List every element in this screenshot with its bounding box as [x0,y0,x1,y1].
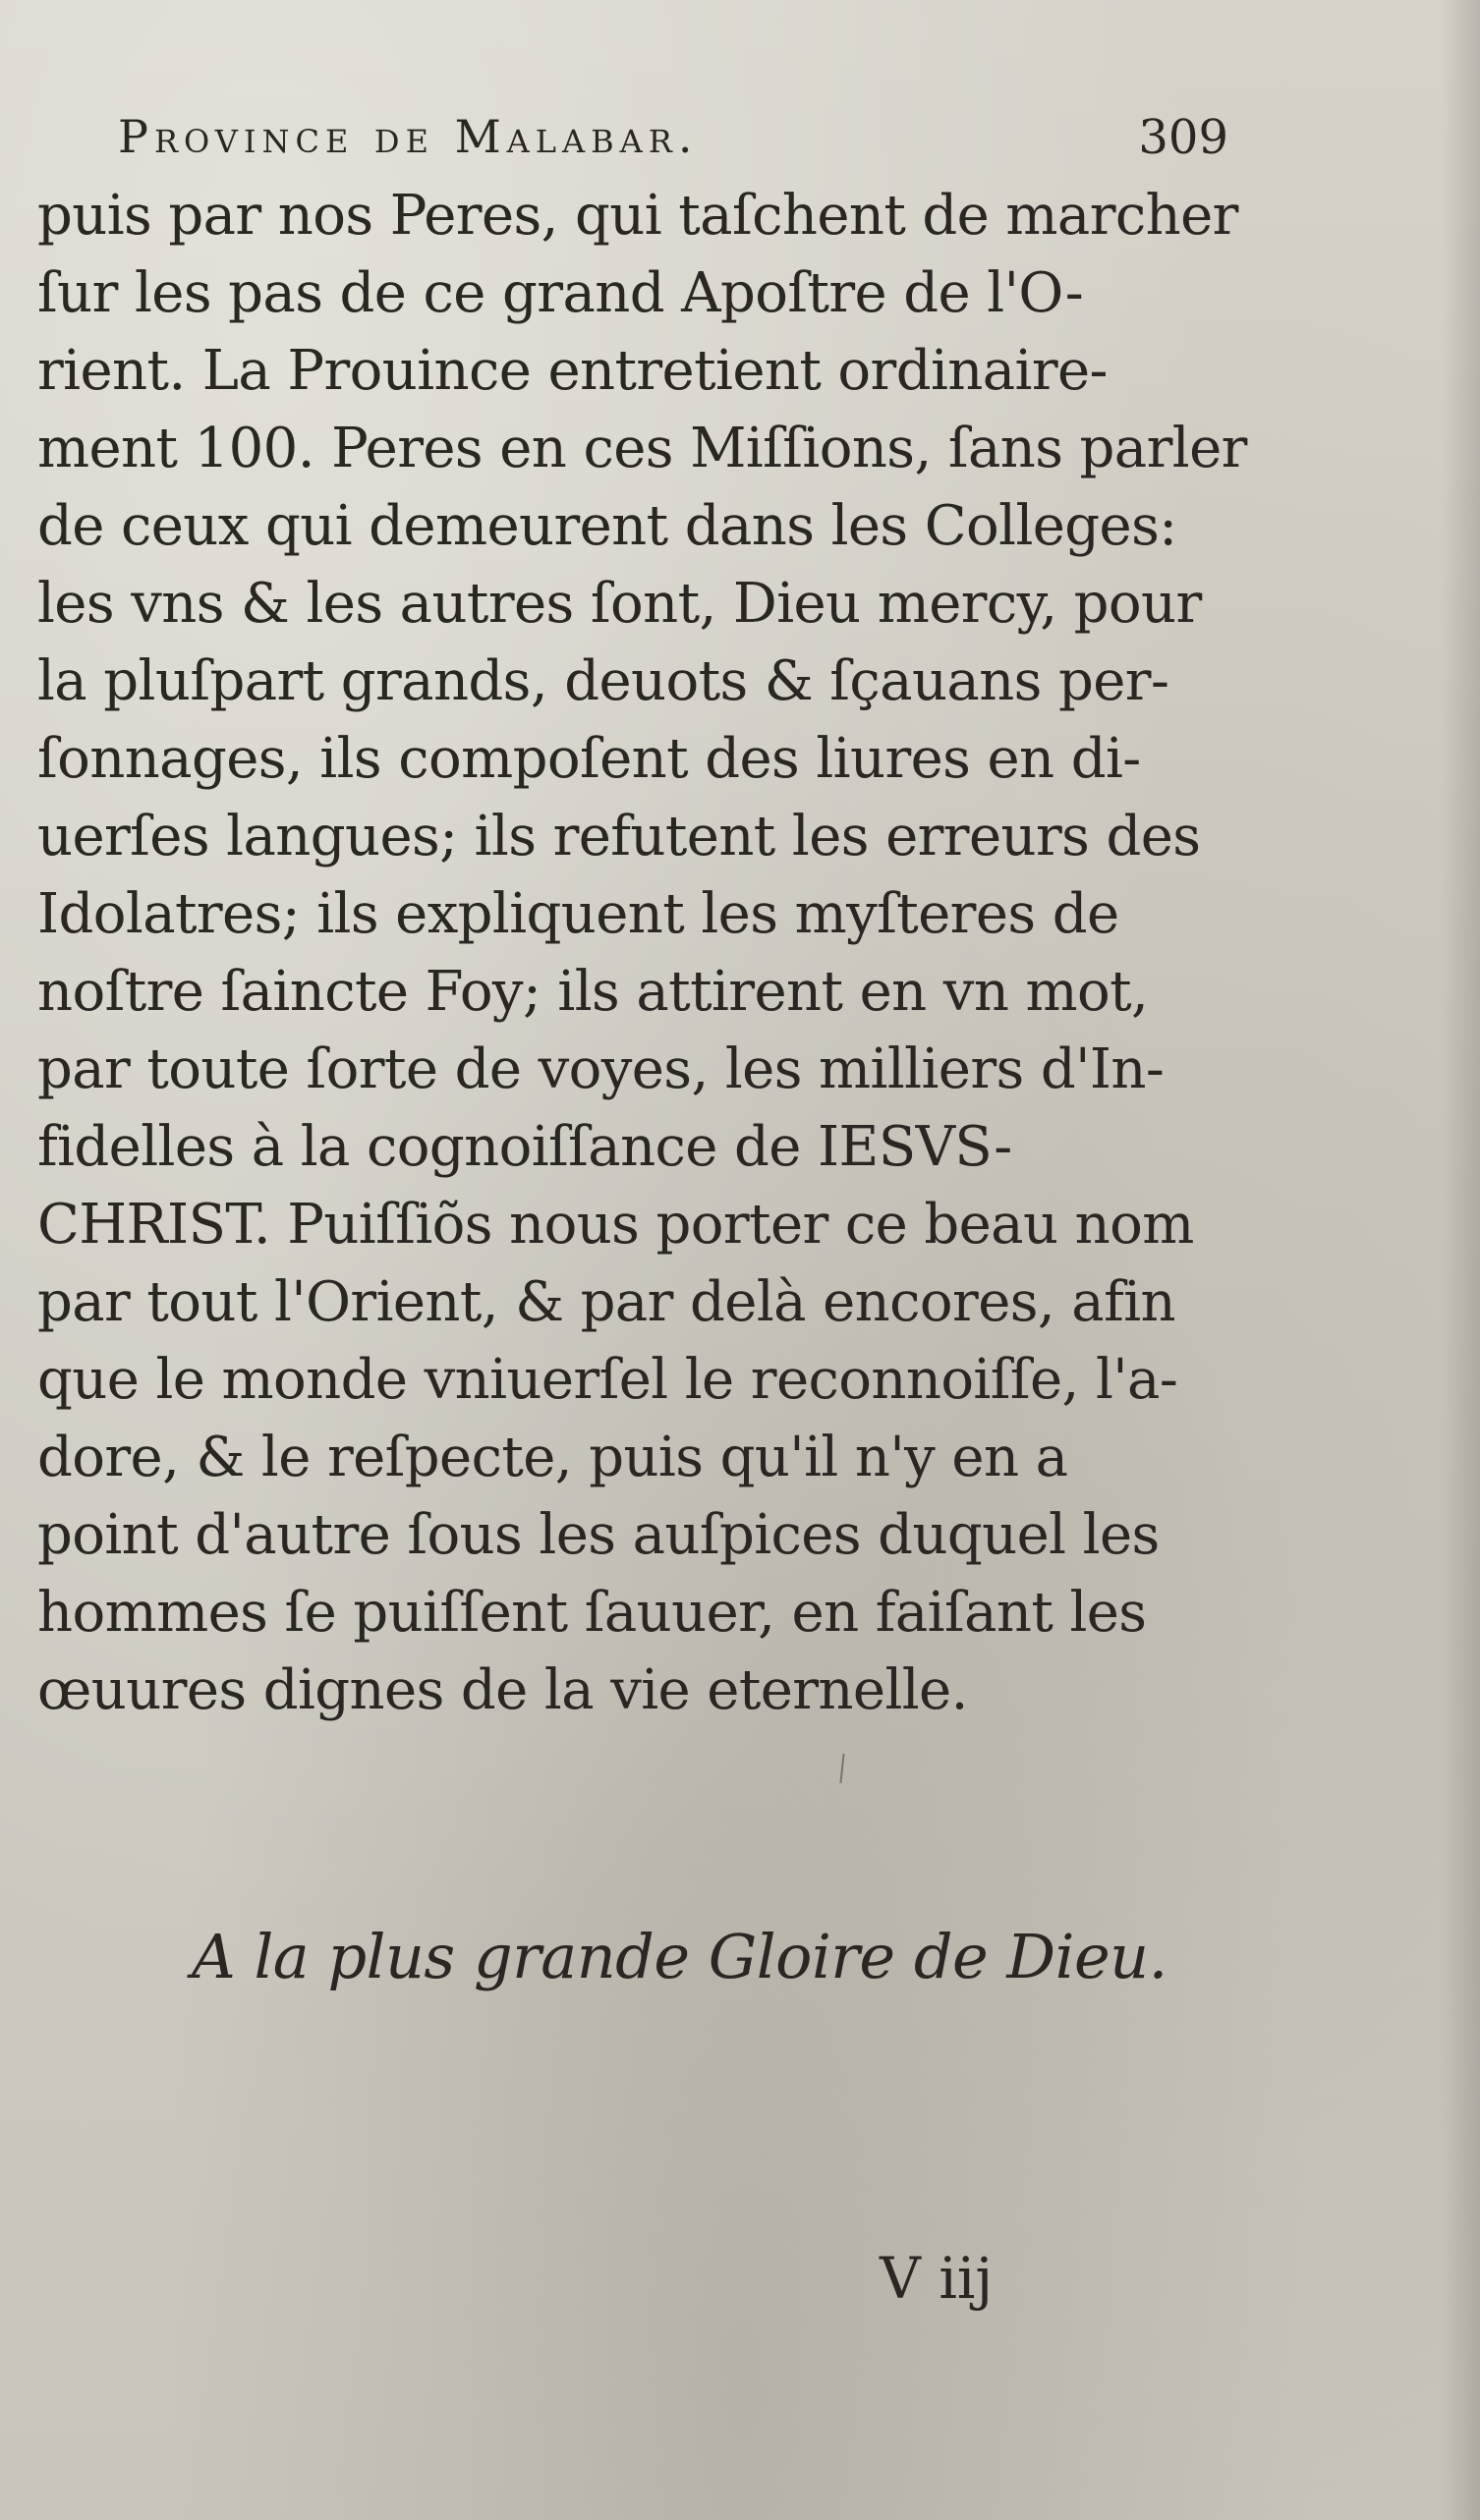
text-line: noſtre ſaincte Foy; ils attirent en vn mot, [37,960,1149,1024]
signature-mark: V iij [880,2245,994,2312]
running-head: Province de Malabar. [118,110,699,163]
text-line: ſur les pas de ce grand Apoſtre de l'O- [37,261,1084,325]
text-line: uerſes langues; ils refutent les erreurs des [37,805,1201,868]
text-line: ſonnages, ils compoſent des liures en di- [37,727,1141,791]
text-line: rient. La Prouince entretient ordinaire- [37,339,1108,403]
colophon: A la plus grande Gloire de Dieu. [192,1921,1167,1992]
text-line: que le monde vniuerſel le reconnoiſſe, l'a- [37,1348,1178,1412]
page-number: 309 [1138,110,1228,165]
text-line: point d'autre ſous les auſpices duquel les [37,1503,1160,1567]
text-line: ment 100. Peres en ces Miſſions, ſans parler [37,417,1247,480]
page-header [118,110,1228,169]
text-line: Idolatres; ils expliquent les myſteres de [37,882,1119,946]
text-line: la pluſpart grands, deuots & ſçauans per- [37,649,1169,713]
text-line: œuures dignes de la vie eternelle. [37,1658,968,1722]
text-line: de ceux qui demeurent dans les Colleges: [37,494,1177,558]
text-line: les vns & les autres ſont, Dieu mercy, pour [37,572,1202,636]
ink-mark [839,1754,844,1783]
text-line: hommes ſe puiſſent ſauuer, en faiſant les [37,1581,1147,1645]
page-edge-shadow [1441,0,1480,2520]
text-line: CHRIST. Puiſſiõs nous porter ce beau nom [37,1193,1194,1257]
text-line: dore, & le reſpecte, puis qu'il n'y en a [37,1426,1068,1489]
text-line: puis par nos Peres, qui taſchent de marcher [37,184,1238,248]
text-line: par tout l'Orient, & par delà encores, afin [37,1270,1175,1334]
text-line: fidelles à la cognoiſſance de IESVS- [37,1115,1012,1179]
text-line: par toute ſorte de voyes, les milliers d'In- [37,1037,1165,1101]
body-text [37,177,1246,1729]
